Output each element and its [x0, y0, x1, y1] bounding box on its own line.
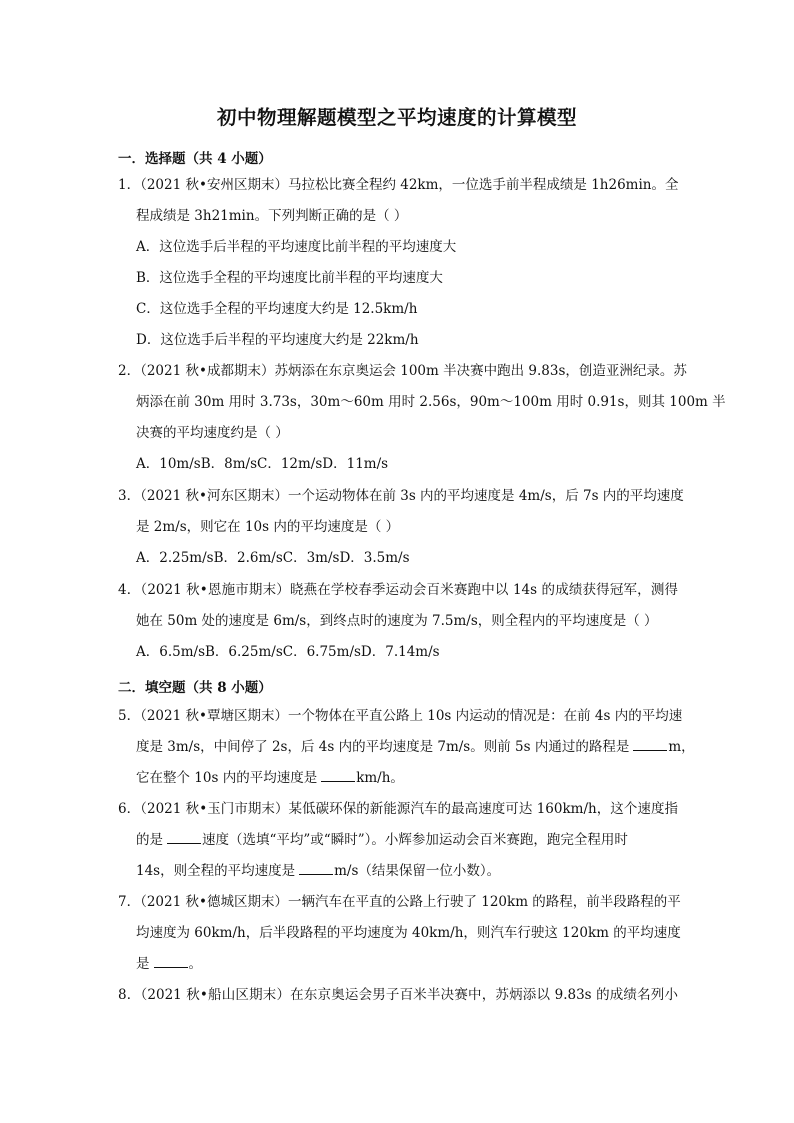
q7-line-1: 7．（2021 秋•德城区期末）一辆汽车在平直的公路上行驶了 120km 的路程，前半段路程的平	[118, 894, 681, 910]
q5-line-3-unit: km/h。	[356, 770, 404, 786]
q7-line-3	[136, 954, 696, 974]
q1-option-d: D．这位选手后半程的平均速度大约是 22km/h	[136, 332, 419, 348]
q6-line-2-text: 的是	[136, 832, 163, 848]
q5-line-2-unit: m，	[668, 739, 695, 755]
q1-option-a: A．这位选手后半程的平均速度比前半程的平均速度大	[136, 239, 457, 255]
q5-line-3-text: 它在整个 10s 内的平均速度是	[136, 770, 318, 786]
q3-line-1: 3．（2021 秋•河东区期末）一个运动物体在前 3s 内的平均速度是 4m/s，后 7s 内的平均速度	[118, 488, 684, 504]
q8-line-1: 8．（2021 秋•船山区期末）在东京奥运会男子百米半决赛中，苏炳添以 9.83s 的成绩名列小	[118, 987, 678, 1003]
q4-options: A．6.5m/sB．6.25m/sC．6.75m/sD．7.14m/s	[136, 644, 440, 660]
answer-blank	[321, 769, 355, 782]
q1-option-b: B．这位选手全程的平均速度比前半程的平均速度大	[136, 270, 443, 286]
q6-line-3	[136, 861, 696, 881]
q2-options: A．10m/sB．8m/sC．12m/sD．11m/s	[136, 456, 389, 472]
q1-option-c: C．这位选手全程的平均速度大约是 12.5km/h	[136, 301, 418, 317]
q6-line-2	[136, 830, 696, 850]
answer-blank	[299, 862, 333, 875]
q5-line-2	[136, 737, 696, 757]
document-title: 初中物理解题模型之平均速度的计算模型	[216, 106, 577, 129]
q4-line-2: 她在 50m 处的速度是 6m/s，到终点时的速度为 7.5m/s，则全程内的平均速度是（ ）	[136, 613, 658, 629]
q6-line-3-rest: m/s（结果保留一位小数）。	[334, 863, 501, 879]
q5-line-3	[136, 768, 696, 788]
q6-line-1: 6．（2021 秋•玉门市期末）某低碳环保的新能源汽车的最高速度可达 160km/h，这个速度指	[118, 801, 678, 817]
q7-line-3-end: 。	[188, 956, 202, 972]
q6-line-2-rest: 速度（选填“平均”或“瞬时”）。小辉参加运动会百米赛跑，跑完全程用时	[202, 832, 628, 848]
q2-line-1: 2．（2021 秋•成都期末）苏炳添在东京奥运会 100m 半决赛中跑出 9.83s，创造亚洲纪录。苏	[118, 363, 687, 379]
q7-line-3-text: 是	[136, 956, 150, 972]
q5-line-1: 5．（2021 秋•覃塘区期末）一个物体在平直公路上 10s 内运动的情况是：在前 4s 内的平均速	[118, 708, 683, 724]
q3-line-2: 是 2m/s，则它在 10s 内的平均速度是（ ）	[136, 519, 400, 535]
q6-line-3-text: 14s，则全程的平均速度是	[136, 863, 296, 879]
answer-blank	[167, 831, 201, 844]
q5-line-2-text: 度是 3m/s，中间停了 2s，后 4s 内的平均速度是 7m/s。则前 5s 内通过的路程是	[136, 739, 630, 755]
answer-blank	[633, 738, 667, 751]
answer-blank	[154, 955, 188, 968]
q7-line-2: 均速度为 60km/h，后半段路程的平均速度为 40km/h，则汽车行驶这 120km 的平均速度	[136, 925, 681, 941]
q3-options: A．2.25m/sB．2.6m/sC．3m/sD．3.5m/s	[136, 550, 410, 566]
q1-line-1: 1．（2021 秋•安州区期末）马拉松比赛全程约 42km，一位选手前半程成绩是 1h26min。全	[118, 177, 679, 193]
q1-line-2: 程成绩是 3h21min。下列判断正确的是（ ）	[136, 208, 408, 224]
q2-line-2: 炳添在前 30m 用时 3.73s，30m～60m 用时 2.56s，90m～100m 用时 0.91s，则其 100m 半	[136, 394, 726, 410]
q2-line-3: 决赛的平均速度约是（ ）	[136, 425, 289, 441]
section-heading-choice: 一．选择题（共 4 小题）	[118, 151, 272, 167]
section-heading-fill: 二．填空题（共 8 小题）	[118, 680, 272, 696]
q4-line-1: 4．（2021 秋•恩施市期末）晓燕在学校春季运动会百米赛跑中以 14s 的成绩获得冠军，测得	[118, 582, 678, 598]
